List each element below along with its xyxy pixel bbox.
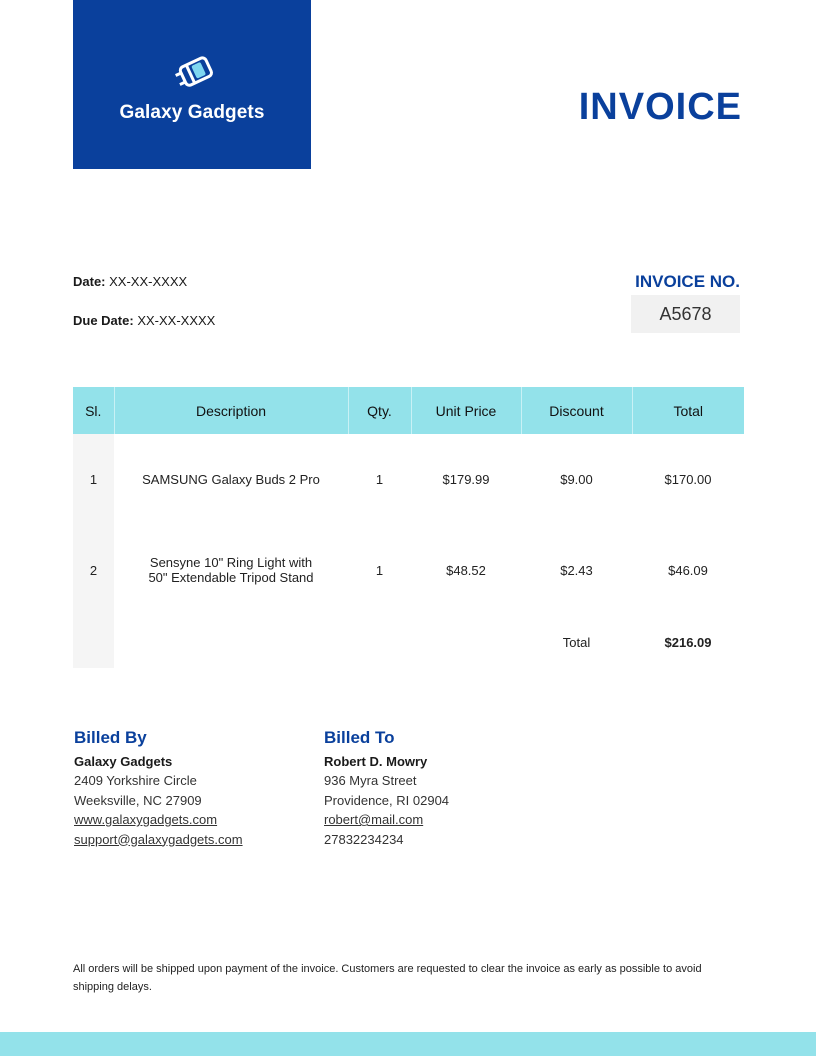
billed-to-name: Robert D. Mowry [324, 753, 428, 769]
cell-unit-price: $179.99 [442, 471, 490, 487]
document-title: INVOICE [578, 86, 742, 128]
total-label: Total [562, 634, 591, 650]
cell-description: SAMSUNG Galaxy Buds 2 Pro [142, 471, 320, 487]
billed-to-heading: Billed To [324, 728, 395, 747]
date-value: XX-XX-XXXX [109, 274, 188, 289]
billed-by-email-link[interactable]: support@galaxygadgets.com [74, 831, 243, 847]
cell-total: $46.09 [668, 562, 708, 578]
cell-discount: $9.00 [560, 471, 593, 487]
table-row [73, 524, 744, 616]
cell-sl: 1 [89, 471, 98, 487]
header-description: Description [114, 387, 348, 434]
cell-qty: 1 [375, 471, 384, 487]
billed-by-section [74, 728, 243, 849]
brand-name: Galaxy Gadgets [119, 102, 265, 123]
due-date-label: Due Date: [73, 313, 134, 328]
cell-discount: $2.43 [560, 562, 593, 578]
billed-to-address2: Providence, RI 02904 [324, 792, 450, 808]
header-discount: Discount [521, 387, 632, 434]
billed-to-email-link[interactable]: robert@mail.com [324, 812, 424, 827]
billed-by-website-link[interactable]: www.galaxygadgets.com [74, 812, 218, 827]
invoice-number-label: INVOICE NO. [635, 272, 740, 291]
description-line: Sensyne 10" Ring Light with [149, 555, 313, 570]
billed-to-section [324, 728, 449, 849]
billed-by-address2: Weeksville, NC 27909 [74, 792, 202, 808]
gadget-battery-icon [170, 52, 220, 92]
header-total: Total [632, 387, 744, 434]
billed-to-address1: 936 Myra Street [324, 773, 417, 788]
grand-total: $216.09 [664, 634, 712, 650]
footer-bar [0, 1032, 816, 1056]
cell-sl: 2 [89, 562, 98, 578]
header-unit-price: Unit Price [411, 387, 521, 434]
header-qty: Qty. [348, 387, 411, 434]
table-total-row [73, 616, 744, 668]
cell-unit-price: $48.52 [446, 562, 486, 578]
header-sl: Sl. [73, 387, 114, 434]
cell-description [114, 524, 348, 616]
invoice-number-value: A5678 [631, 295, 740, 333]
description-line: 50" Extendable Tripod Stand [148, 570, 314, 585]
table-row [73, 434, 744, 524]
items-table [73, 387, 744, 668]
invoice-date [73, 274, 187, 289]
billed-by-heading: Billed By [74, 728, 147, 747]
footer-note: All orders will be shipped upon payment of the invoice. Customers are requested to clear the invoice as early as possible to avoid shipping delays. [73, 963, 702, 993]
date-label: Date: [73, 274, 106, 289]
billed-to-phone: 27832234234 [324, 831, 404, 847]
cell-total: $170.00 [664, 471, 712, 487]
cell-qty: 1 [375, 562, 384, 578]
billed-by-address1: 2409 Yorkshire Circle [74, 773, 197, 788]
billed-by-name: Galaxy Gadgets [74, 753, 173, 769]
due-date-value: XX-XX-XXXX [137, 313, 216, 328]
table-header-row [73, 387, 744, 434]
invoice-due-date [73, 313, 215, 328]
